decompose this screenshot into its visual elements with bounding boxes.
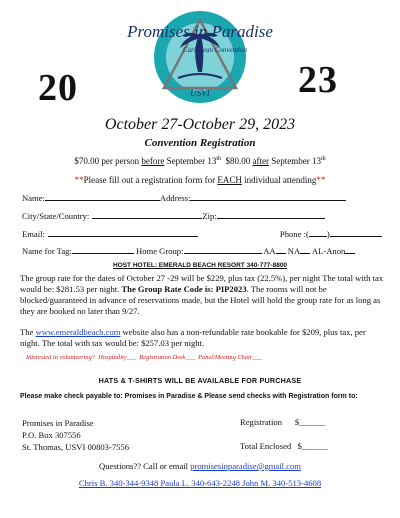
phone-field-rest[interactable] bbox=[330, 236, 382, 237]
pricing-line bbox=[0, 156, 400, 166]
note-star-right: ** bbox=[316, 175, 326, 185]
price-before-word: before bbox=[141, 156, 165, 166]
name-tag-field[interactable] bbox=[72, 253, 134, 254]
payable-note: Please make check payable to: Promises in Paradise & Please send checks with Registration form to: bbox=[20, 393, 358, 400]
year-right: 23 bbox=[298, 59, 338, 101]
price-before-amount: $70.00 per person bbox=[74, 156, 140, 166]
logo-ring-bottom: USVI bbox=[190, 88, 210, 98]
name-label: Name: bbox=[22, 193, 45, 203]
price-after-date: September 13 bbox=[271, 156, 321, 166]
al-anon-checkbox[interactable] bbox=[345, 253, 355, 254]
total-enclosed-label: Total Enclosed bbox=[240, 441, 292, 451]
city-label: City/State/Country: bbox=[22, 211, 90, 221]
questions-line bbox=[0, 461, 400, 471]
mailing-line-3: St. Thomas, USVI 00803-7556 bbox=[22, 442, 130, 452]
hotel-paragraph-2 bbox=[20, 327, 386, 349]
zip-label: Zip: bbox=[202, 211, 217, 221]
hats-banner: HATS & T-SHIRTS WILL BE AVAILABLE FOR PURCHASE bbox=[98, 376, 302, 385]
phone-field[interactable] bbox=[309, 236, 327, 237]
logo-ring-top: Caribbean Convention bbox=[183, 46, 247, 54]
contact-phones[interactable]: Chris B. 340-344-9348 Paula L. 340-643-2248 John M. 340-513-4608 bbox=[78, 478, 322, 488]
name-tag-label: Name for Tag: bbox=[22, 246, 72, 256]
hotel-para1-b: . The rooms will not be blocked/guaranteed in advance of reservations made, but the Hotel will hold the group rate for as long as they are booked no later than 9/27. bbox=[20, 284, 381, 316]
registration-amount[interactable]: $______ bbox=[294, 417, 325, 427]
na-checkbox[interactable] bbox=[300, 253, 310, 254]
event-dates: October 27-October 29, 2023 bbox=[104, 116, 296, 133]
volunteer-line bbox=[26, 354, 262, 361]
phone-label: Phone :( bbox=[279, 229, 309, 239]
hotel-group-code: The Group Rate Code is: PIP2023 bbox=[121, 284, 247, 294]
note-text-b: individual attending bbox=[241, 175, 317, 185]
volunteer-registration-desk[interactable]: Registration Desk___ bbox=[139, 354, 195, 361]
home-group-field[interactable] bbox=[184, 253, 262, 254]
aa-label: AA bbox=[263, 246, 276, 256]
enclosed-total bbox=[240, 441, 328, 451]
registration-total bbox=[240, 417, 325, 427]
address-label: Address: bbox=[159, 193, 191, 203]
mailing-line-2: P.O. Box 307556 bbox=[22, 430, 81, 440]
mailing-address bbox=[22, 417, 129, 453]
price-before-date: September 13 bbox=[166, 156, 217, 166]
volunteer-question: Interested in volunteering? bbox=[26, 354, 95, 361]
hotel-para2-pre: The bbox=[20, 327, 36, 337]
price-after-amount: $80.00 bbox=[225, 156, 251, 166]
hotel-para1-a: The group rate for the dates of October 27 -29 will be $229, plus tax (22.5%), per night The total with tax would be: $281.53 per night. bbox=[20, 273, 384, 294]
aa-checkbox[interactable] bbox=[276, 253, 286, 254]
note-each: EACH bbox=[217, 175, 242, 185]
home-group-label: Home Group: bbox=[136, 246, 184, 256]
hotel-website-link[interactable]: www.emeraldbeach.com bbox=[35, 327, 121, 337]
form-row-tag bbox=[22, 246, 355, 256]
logo-title: Promises in Paradise bbox=[127, 22, 273, 41]
hotel-heading: HOST HOTEL: EMERALD BEACH RESORT 340-777-8800 bbox=[112, 262, 288, 269]
registration-note bbox=[0, 175, 400, 185]
price-after-word: after bbox=[252, 156, 269, 166]
address-field[interactable] bbox=[190, 200, 346, 201]
page-title: Convention Registration bbox=[144, 137, 256, 149]
note-text-a: Please fill out a registration form for bbox=[83, 175, 218, 185]
mailing-line-1: Promises in Paradise bbox=[22, 418, 94, 428]
total-enclosed-amount[interactable]: $______ bbox=[297, 441, 328, 451]
email-label: Email: bbox=[22, 229, 45, 239]
form-row-city bbox=[22, 211, 325, 221]
hotel-para2-post: website also has a non-refundable rate bookable for $209, plus tax, per night. The total with tax would be: $257.03 per night. bbox=[20, 327, 366, 348]
contact-email-link[interactable]: promisesinparadise@gmail.com bbox=[190, 461, 301, 471]
na-label: NA bbox=[287, 246, 301, 256]
registration-label: Registration bbox=[240, 417, 283, 427]
hotel-paragraph-1 bbox=[20, 273, 386, 317]
year-left: 20 bbox=[38, 67, 78, 109]
form-row-email bbox=[22, 229, 382, 239]
note-star-left: ** bbox=[74, 175, 84, 185]
al-anon-label: AL-Anon bbox=[311, 246, 346, 256]
price-after-sup: th bbox=[320, 156, 326, 162]
name-field[interactable] bbox=[45, 200, 160, 201]
volunteer-panel-chair[interactable]: Panel/Meeting Chair___ bbox=[198, 354, 262, 361]
volunteer-hospitality[interactable]: Hospitality___ bbox=[98, 354, 137, 361]
phone-label-end: ) bbox=[326, 229, 330, 239]
price-before-sup: th bbox=[216, 156, 221, 162]
questions-text: Questions?? Call or email bbox=[99, 461, 191, 471]
email-field[interactable] bbox=[48, 236, 198, 237]
form-row-name bbox=[22, 193, 346, 203]
zip-field[interactable] bbox=[217, 218, 325, 219]
city-field[interactable] bbox=[92, 218, 202, 219]
